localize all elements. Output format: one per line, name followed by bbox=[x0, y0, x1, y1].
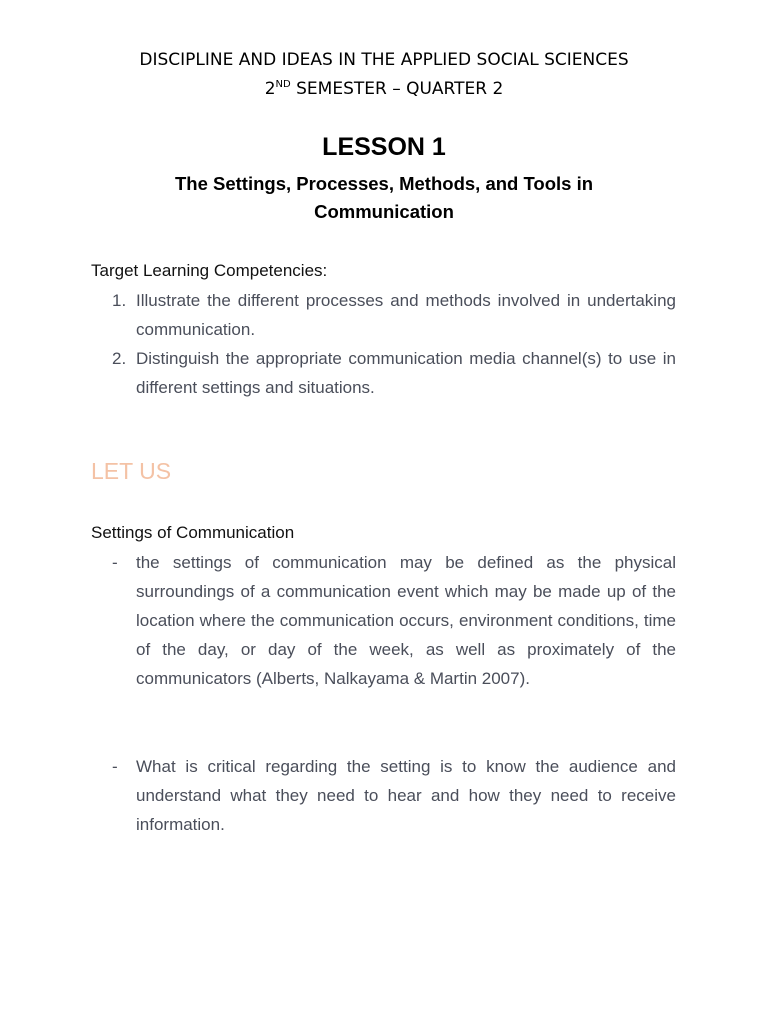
semester-number: 2 bbox=[264, 79, 276, 99]
settings-bullet: the settings of communication may be defined as the physical surroundings of a communication event which may be made up of the location where the communication occurs, environment conditions, time of the day, or day of the week, as well as proximately of the communicators (Alberts, Nalkayama & Martin 2007). bbox=[136, 553, 676, 688]
competency-item: Distinguish the appropriate communication media channel(s) to use in different settings and situations. bbox=[136, 349, 676, 397]
settings-bullet: What is critical regarding the setting is to know the audience and understand what they need to hear and how they need to receive information. bbox=[136, 757, 676, 834]
competency-item: Illustrate the different processes and methods involved in undertaking communication. bbox=[136, 291, 676, 339]
competencies-label: Target Learning Competencies: bbox=[91, 261, 328, 280]
lesson-title: LESSON 1 bbox=[322, 133, 446, 161]
course-title: DISCIPLINE AND IDEAS IN THE APPLIED SOCIAL SCIENCES bbox=[139, 50, 629, 70]
bullet-marker: - bbox=[112, 757, 118, 776]
semester-quarter-text: SEMESTER – QUARTER 2 bbox=[290, 79, 504, 99]
semester-quarter bbox=[0, 79, 768, 99]
lesson-subtitle: The Settings, Processes, Methods, and Tools in Communication bbox=[174, 173, 594, 222]
settings-label: Settings of Communication bbox=[91, 523, 295, 542]
bullet-marker: - bbox=[112, 553, 118, 572]
semester-ordinal: ND bbox=[275, 79, 291, 90]
let-us-heading: LET US bbox=[91, 458, 172, 484]
competency-number: 1. bbox=[112, 291, 127, 310]
competency-number: 2. bbox=[112, 349, 127, 368]
